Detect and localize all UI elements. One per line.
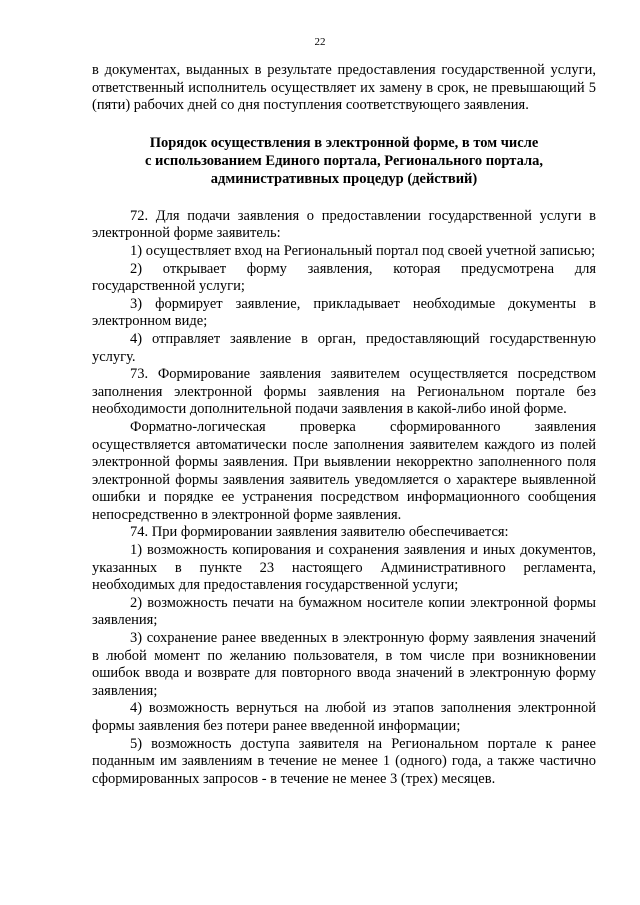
paragraph-74: 74. При формировании заявления заявителю обеспечивается: xyxy=(130,524,509,541)
list-item: 4) возможность вернуться на любой из этапов заполнения электронной формы заявления без потери ранее введенной информации; xyxy=(92,700,596,734)
list-item: 3) формирует заявление, прикладывает необходимые документы в электронном виде; xyxy=(92,295,596,330)
paragraph-continuation: в документах, выданных в результате предоставления государственной услуги, ответственный исполнитель осуществляет их замену в срок, не превышающий 5 (пяти) рабочих дней со дня поступления соответствующего заявления. xyxy=(92,62,596,114)
list-item: 2) открывает форму заявления, которая предусмотрена для государственной услуги; xyxy=(92,260,596,295)
paragraph-72: 72. Для подачи заявления о предоставлении государственной услуги в электронной форме заявитель: xyxy=(92,207,596,242)
list-item: 2) возможность печати на бумажном носителе копии электронной формы заявления; xyxy=(92,594,596,629)
section-heading-line: Порядок осуществления в электронной форме, в том числе xyxy=(149,134,539,151)
section-heading-line: административных процедур (действий) xyxy=(210,170,478,187)
document-body xyxy=(92,62,596,788)
list-item: 4) отправляет заявление в орган, предоставляющий государственную услугу. xyxy=(92,330,596,365)
list-item: 1) возможность копирования и сохранения заявления и иных документов, указанных в пункте 23 настоящего Административного регламента, необходимых для предоставления государственной услуги; xyxy=(92,542,596,594)
list-item: 3) сохранение ранее введенных в электронную форму заявления значений в любой момент по желанию пользователя, в том числе при возникновении ошибок ввода и возврате для повторного ввода значений в электронную форму заявления; xyxy=(92,630,596,699)
paragraph-validation: Форматно-логическая проверка сформированного заявления осуществляется автоматически после заполнения заявителем каждого из полей электронной формы заявления. При выявлении некорректно заполненного поля электронной формы заявления заявитель уведомляется о характере выявленной ошибки и порядке ее устранения посредством информационного сообщения непосредственно в электронной форме заявления. xyxy=(92,418,596,523)
list-item: 1) осуществляет вход на Региональный портал под своей учетной записью; xyxy=(130,242,596,259)
section-heading xyxy=(92,134,596,188)
section-heading-line: с использованием Единого портала, Регионального портала, xyxy=(145,152,543,169)
page-number: 22 xyxy=(314,36,326,48)
list-item: 5) возможность доступа заявителя на Региональном портале к ранее поданным им заявлениям в течение не менее 1 (одного) года, а также частично сформированных запросов - в течение не менее 3 (трех) месяцев. xyxy=(92,735,596,787)
paragraph-73: 73. Формирование заявления заявителем осуществляется посредством заполнения электронной формы заявления на Региональном портале без необходимости дополнительной подачи заявления в какой-либо иной форме. xyxy=(92,366,596,418)
